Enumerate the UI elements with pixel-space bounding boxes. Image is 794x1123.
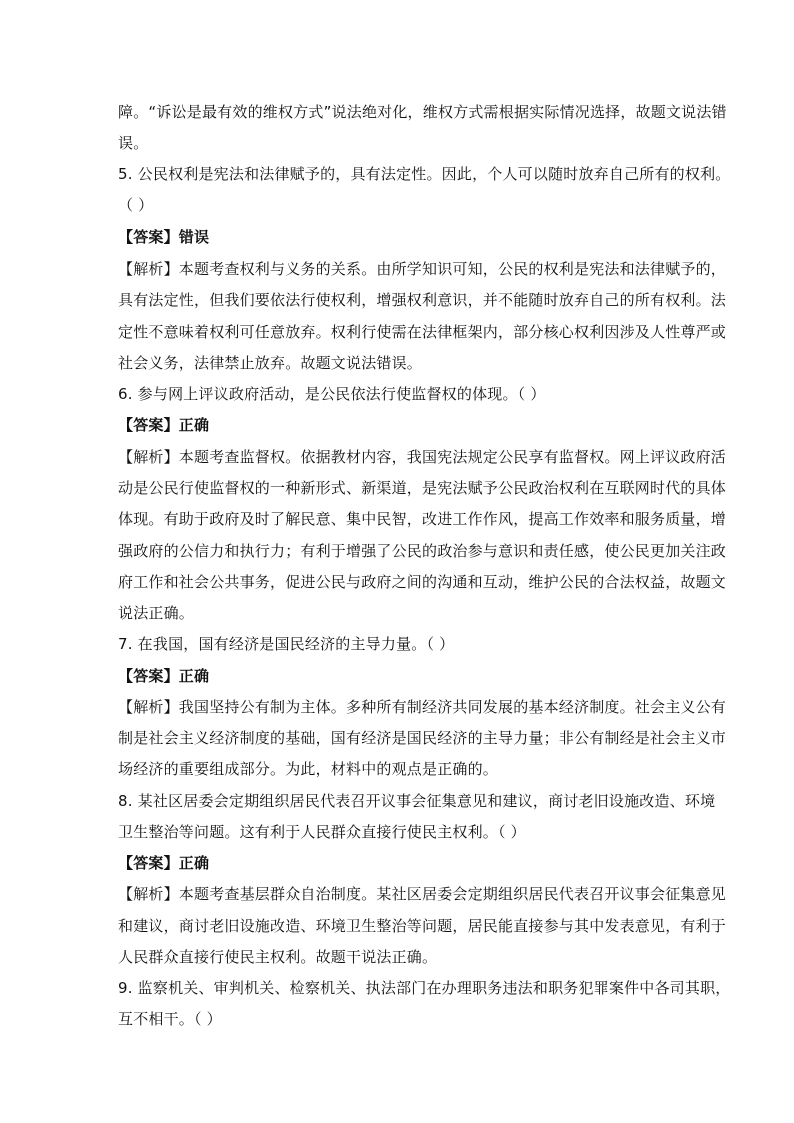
question-5: 5. 公民权利是宪法和法律赋予的，具有法定性。因此，个人可以随时放弃自己所有的权利。 bbox=[118, 165, 731, 183]
answer-label: 【答案】错误 bbox=[118, 228, 210, 246]
text-line: 府工作和社会公共事务，促进公民与政府之间的沟通和互动，维护公民的合法权益，故题文 bbox=[118, 573, 727, 591]
text-line: 制是社会主义经济制度的基础，国有经济是国民经济的主导力量；非公有制经是社会主义市 bbox=[118, 729, 727, 747]
text-line: 障。“诉讼是最有效的维权方式”说法绝对化，维权方式需根据实际情况选择，故题文说法错 bbox=[118, 103, 727, 121]
text-line: 说法正确。 bbox=[118, 604, 195, 622]
text-line: 卫生整治等问题。这有利于人民群众直接行使民主权利。（ ） bbox=[118, 823, 526, 841]
text-line: 误。 bbox=[118, 134, 149, 152]
question-6: 6. 参与网上评议政府活动，是公民依法行使监督权的体现。（ ） bbox=[118, 385, 546, 403]
analysis-text: 【解析】本题考查权利与义务的关系。由所学知识可知，公民的权利是宪法和法律赋予的， bbox=[118, 260, 727, 278]
text-line: 场经济的重要组成部分。为此，材料中的观点是正确的。 bbox=[118, 760, 499, 778]
answer-blank: （ ） bbox=[118, 196, 154, 214]
text-line: 社会义务，法律禁止放弃。故题文说法错误。 bbox=[118, 354, 423, 372]
analysis-text: 【解析】我国坚持公有制为主体。多种所有制经济共同发展的基本经济制度。社会主义公有 bbox=[118, 698, 727, 716]
text-line: 和建议，商讨老旧设施改造、环境卫生整治等问题，居民能直接参与其中发表意见，有利于 bbox=[118, 917, 727, 935]
analysis-text: 【解析】本题考查监督权。依据教材内容，我国宪法规定公民享有监督权。网上评议政府活 bbox=[118, 448, 727, 466]
answer-label: 【答案】正确 bbox=[118, 854, 210, 872]
text-line: 具有法定性，但我们要依法行使权利，增强权利意识，并不能随时放弃自己的所有权利。法 bbox=[118, 291, 727, 309]
question-7: 7. 在我国，国有经济是国民经济的主导力量。（ ） bbox=[118, 635, 455, 653]
text-line: 互不相干。（ ） bbox=[118, 1010, 222, 1028]
text-line: 动是公民行使监督权的一种新形式、新渠道，是宪法赋予公民政治权利在互联网时代的具体 bbox=[118, 479, 727, 497]
question-8: 8. 某社区居委会定期组织居民代表召开议事会征集意见和建议，商讨老旧设施改造、环境 bbox=[118, 792, 716, 810]
text-line: 体现。有助于政府及时了解民意、集中民智，改进工作作风，提高工作效率和服务质量，增 bbox=[118, 510, 727, 528]
text-line: 定性不意味着权利可任意放弃。权利行使需在法律框架内，部分核心权利因涉及人性尊严或 bbox=[118, 323, 727, 341]
text-line: 人民群众直接行使民主权利。故题干说法正确。 bbox=[118, 948, 438, 966]
answer-label: 【答案】正确 bbox=[118, 416, 210, 434]
analysis-text: 【解析】本题考查基层群众自治制度。某社区居委会定期组织居民代表召开议事会征集意见 bbox=[118, 885, 727, 903]
question-9: 9. 监察机关、审判机关、检察机关、执法部门在办理职务违法和职务犯罪案件中各司其职， bbox=[118, 979, 731, 997]
text-line: 强政府的公信力和执行力；有利于增强了公民的政治参与意识和责任感，使公民更加关注政 bbox=[118, 542, 727, 560]
answer-label: 【答案】正确 bbox=[118, 667, 210, 685]
